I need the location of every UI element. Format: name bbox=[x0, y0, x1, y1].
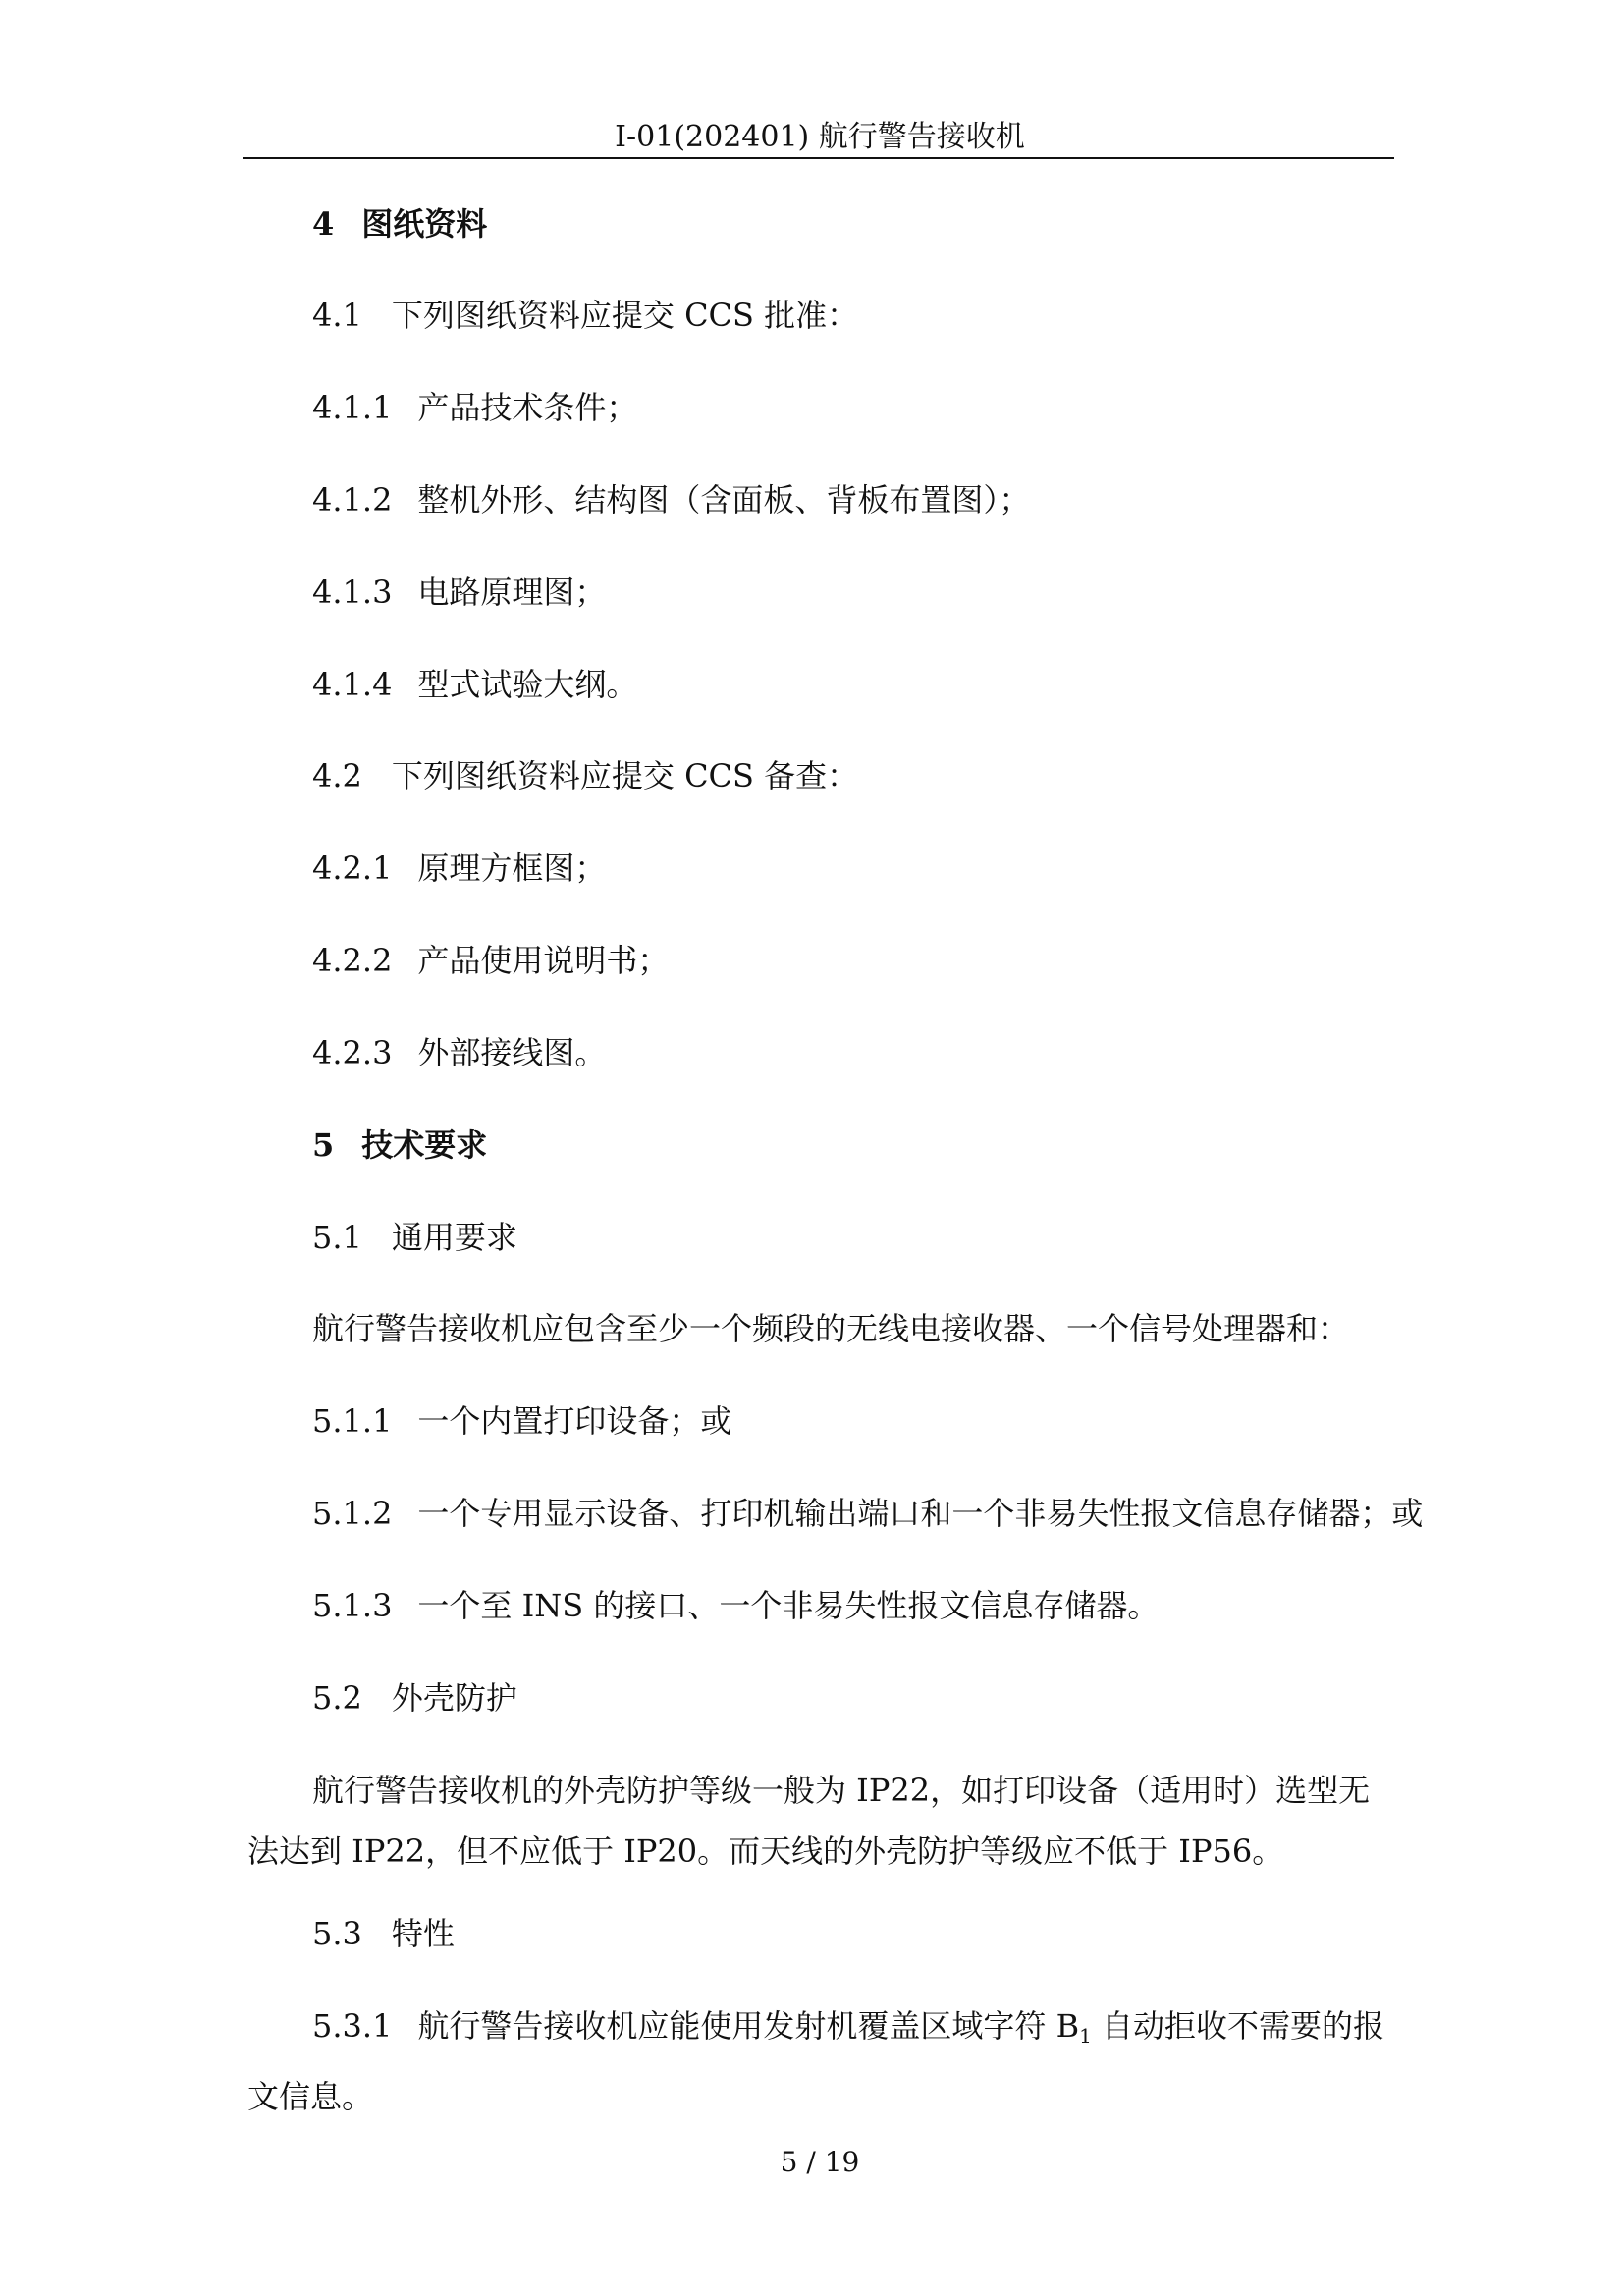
clause-text: 整机外形、结构图（含面板、背板布置图）； bbox=[417, 481, 1031, 519]
clause-text: 通用要求 bbox=[391, 1219, 517, 1256]
clause-number: 4.2.3 bbox=[312, 1034, 393, 1071]
clause-number: 5.2 bbox=[312, 1679, 362, 1717]
clause-number: 4.1 bbox=[312, 297, 362, 334]
clause-5-1-2 bbox=[312, 1491, 1423, 1536]
clause-number: 4.1.2 bbox=[312, 481, 393, 519]
clause-number: 4.1.3 bbox=[312, 574, 393, 611]
section-title: 技术要求 bbox=[361, 1126, 488, 1164]
clause-4-1-2 bbox=[312, 477, 1030, 522]
clause-number: 4.1.4 bbox=[312, 666, 393, 703]
clause-text: 下列图纸资料应提交 CCS 备查： bbox=[391, 757, 859, 794]
clause-4-1-4 bbox=[312, 662, 637, 707]
clause-5-1-3 bbox=[312, 1583, 1159, 1628]
clause-text: 一个内置打印设备；或 bbox=[417, 1402, 732, 1440]
clause-4-2-2 bbox=[312, 938, 669, 983]
clause-number: 4.2.1 bbox=[312, 849, 393, 887]
clause-4-1-1 bbox=[312, 385, 637, 430]
clause-4-2 bbox=[312, 753, 858, 798]
clause-4-2-3 bbox=[312, 1030, 606, 1075]
section-heading-5 bbox=[312, 1122, 487, 1168]
clause-4-1-3 bbox=[312, 570, 606, 615]
page-number: 5 / 19 bbox=[780, 2146, 860, 2178]
clause-text: 产品技术条件； bbox=[417, 389, 638, 426]
subscript: 1 bbox=[1079, 2024, 1092, 2048]
paragraph-5-2: 航行警告接收机的外壳防护等级一般为 IP22，如打印设备（适用时）选型无法达到 IP22，但不应低于 IP20。而天线的外壳防护等级应不低于 IP56。 bbox=[247, 1772, 1371, 1870]
clause-text: 航行警告接收机应能使用发射机覆盖区域字符 B bbox=[417, 2007, 1080, 2045]
header-rule bbox=[243, 157, 1394, 159]
clause-5-3 bbox=[312, 1911, 455, 1956]
clause-text: 电路原理图； bbox=[417, 574, 607, 611]
clause-4-1 bbox=[312, 293, 858, 338]
clause-5-2 bbox=[312, 1675, 517, 1721]
section-heading-4 bbox=[312, 201, 487, 246]
clause-text: 特性 bbox=[391, 1915, 455, 1952]
clause-text: 下列图纸资料应提交 CCS 批准： bbox=[391, 297, 859, 334]
clause-number: 5.1.2 bbox=[312, 1495, 393, 1532]
clause-text: 外壳防护 bbox=[391, 1679, 517, 1717]
paragraph-5-1: 航行警告接收机应包含至少一个频段的无线电接收器、一个信号处理器和： bbox=[312, 1310, 1350, 1347]
clause-number: 5.1 bbox=[312, 1219, 362, 1256]
section-number: 4 bbox=[312, 205, 335, 243]
clause-5-1-1 bbox=[312, 1398, 731, 1444]
clause-number: 4.1.1 bbox=[312, 389, 393, 426]
page-header: I-01(202401) 航行警告接收机 bbox=[615, 120, 1025, 154]
clause-5-1 bbox=[312, 1215, 517, 1260]
clause-number: 5.1.1 bbox=[312, 1402, 393, 1440]
section-number: 5 bbox=[312, 1126, 335, 1164]
clause-text: 一个至 INS 的接口、一个非易失性报文信息存储器。 bbox=[417, 1587, 1160, 1624]
clause-number: 4.2 bbox=[312, 757, 362, 794]
clause-text-continued: 自动拒收不需要的报文信息。 bbox=[247, 2007, 1385, 2115]
clause-number: 5.3 bbox=[312, 1915, 362, 1952]
clause-number: 4.2.2 bbox=[312, 942, 393, 979]
clause-text: 型式试验大纲。 bbox=[417, 666, 638, 703]
clause-4-2-1 bbox=[312, 846, 606, 891]
section-title: 图纸资料 bbox=[361, 205, 488, 243]
clause-number: 5.1.3 bbox=[312, 1587, 393, 1624]
paragraph-5-3-1 bbox=[247, 1995, 1394, 2127]
clause-text: 一个专用显示设备、打印机输出端口和一个非易失性报文信息存储器；或 bbox=[417, 1495, 1424, 1532]
clause-text: 产品使用说明书； bbox=[417, 942, 670, 979]
clause-number: 5.3.1 bbox=[312, 2007, 393, 2045]
clause-text: 外部接线图。 bbox=[417, 1034, 607, 1071]
clause-text: 原理方框图； bbox=[417, 849, 607, 887]
